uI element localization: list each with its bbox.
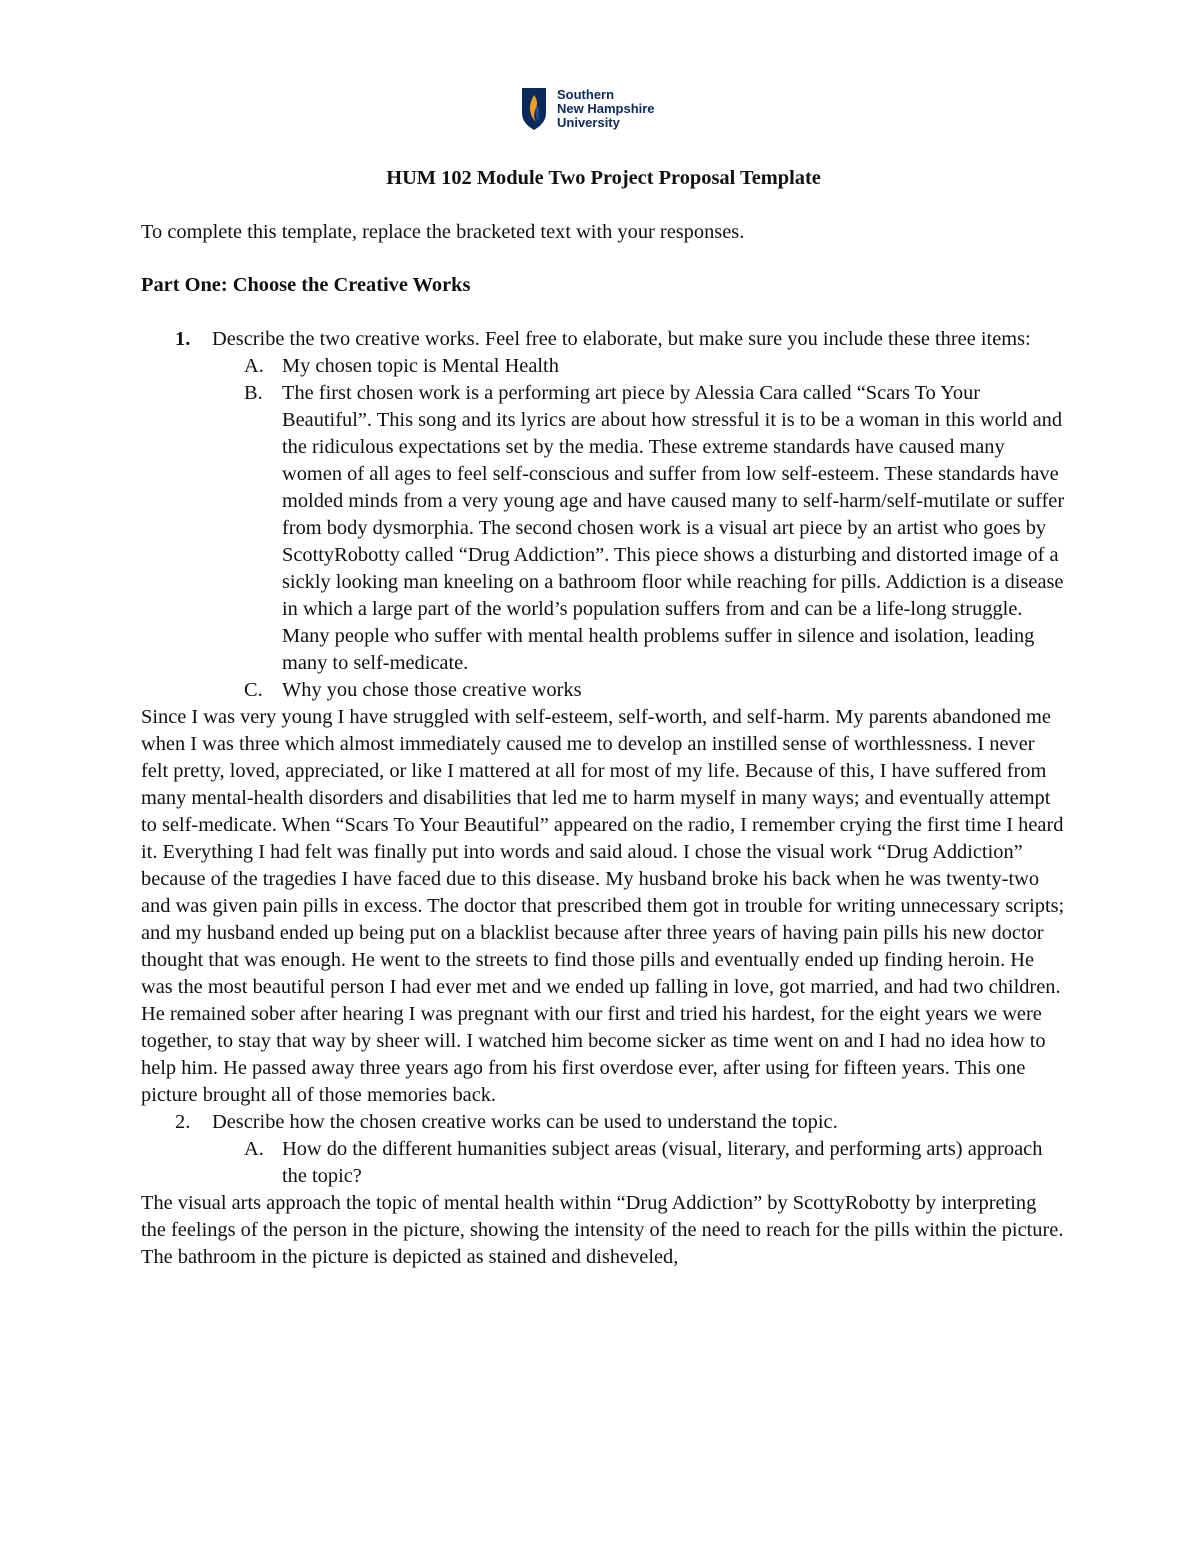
document-body bbox=[141, 165, 1066, 1271]
question-2 bbox=[141, 1109, 1066, 1136]
logo-wordmark bbox=[557, 88, 655, 130]
question-1-item-a bbox=[141, 353, 1066, 380]
question-2-item-a bbox=[141, 1136, 1066, 1190]
question-1 bbox=[141, 326, 1066, 353]
item-letter: C. bbox=[244, 679, 263, 701]
question-2-response: The visual arts approach the topic of mental health within “Drug Addiction” by ScottyRobotty by interpreting the feelings of the person in the picture, showing the intensity of the need to reach for the pills within the picture. The bathroom in the picture is depicted as stained and disheveled, bbox=[141, 1192, 1064, 1268]
question-1-item-c bbox=[141, 677, 1066, 704]
item-text: My chosen topic is Mental Health bbox=[282, 355, 559, 377]
question-2-number: 2. bbox=[175, 1111, 191, 1133]
intro-instructions: To complete this template, replace the bracketed text with your responses. bbox=[141, 221, 745, 243]
item-text: Why you chose those creative works bbox=[282, 679, 582, 701]
item-letter: B. bbox=[244, 382, 263, 404]
university-logo bbox=[521, 84, 691, 134]
logo-line-3: University bbox=[557, 115, 620, 130]
question-1-number: 1. bbox=[175, 328, 191, 350]
logo-line-1: Southern bbox=[557, 87, 615, 102]
part-one-heading: Part One: Choose the Creative Works bbox=[141, 274, 471, 296]
question-1-response: Since I was very young I have struggled with self-esteem, self-worth, and self-harm. My parents abandoned me when I was three which almost immediately caused me to develop an instilled sense of worthlessness. I never felt pretty, loved, appreciated, or like I mattered at all for most of my life. Because of this, I have suffered from many mental-health disorders and disabilities that led me to harm myself in many ways; and eventually attempt to self-medicate. When “Scars To Your Beautiful” appeared on the radio, I remember crying the first time I heard it. Everything I had felt was finally put into words and said aloud. I chose the visual work “Drug Addiction” because of the tragedies I have faced due to this disease. My husband broke his back when he was twenty-two and was given pain pills in excess. The doctor that prescribed them got in trouble for writing unnecessary scripts; and my husband ended up being put on a blacklist because after three years of having pain pills his new doctor thought that was enough. He went to the streets to find those pills and eventually ended up finding heroin. He was the most beautiful person I had ever met and we ended up falling in love, got married, and had two children. He remained sober after hearing I was pregnant with our first and tried his hardest, for the eight years we were together, to stay that way by sheer will. I watched him become sicker as time went on and I had no idea how to help him. He passed away three years ago from his first overdose ever, after using for fifteen years. This one picture brought all of those memories back. bbox=[141, 706, 1065, 1106]
logo-line-2: New Hampshire bbox=[557, 101, 655, 116]
question-1-item-b bbox=[141, 380, 1066, 677]
question-2-text: Describe how the chosen creative works can be used to understand the topic. bbox=[212, 1111, 838, 1133]
item-text: The first chosen work is a performing art piece by Alessia Cara called “Scars To Your Beautiful”. This song and its lyrics are about how stressful it is to be a woman in this world and the ridiculous expectations set by the media. These extreme standards have caused many women of all ages to feel self-conscious and suffer from low self-esteem. These standards have molded minds from a very young age and have caused many to self-harm/self-mutilate or suffer from body dysmorphia. The second chosen work is a visual art piece by an artist who goes by ScottyRobotty called “Drug Addiction”. This piece shows a disturbing and distorted image of a sickly looking man kneeling on a bathroom floor while reaching for pills. Addiction is a disease in which a large part of the world’s population suffers from and can be a life-long struggle. Many people who suffer with mental health problems suffer in silence and isolation, leading many to self-medicate. bbox=[282, 382, 1065, 674]
item-letter: A. bbox=[244, 355, 264, 377]
item-text: How do the different humanities subject areas (visual, literary, and performing arts) approach the topic? bbox=[282, 1138, 1043, 1187]
item-letter: A. bbox=[244, 1138, 264, 1160]
question-1-text: Describe the two creative works. Feel free to elaborate, but make sure you include these three items: bbox=[212, 328, 1031, 350]
flame-shield-icon bbox=[521, 87, 547, 131]
page-title: HUM 102 Module Two Project Proposal Template bbox=[386, 167, 821, 189]
